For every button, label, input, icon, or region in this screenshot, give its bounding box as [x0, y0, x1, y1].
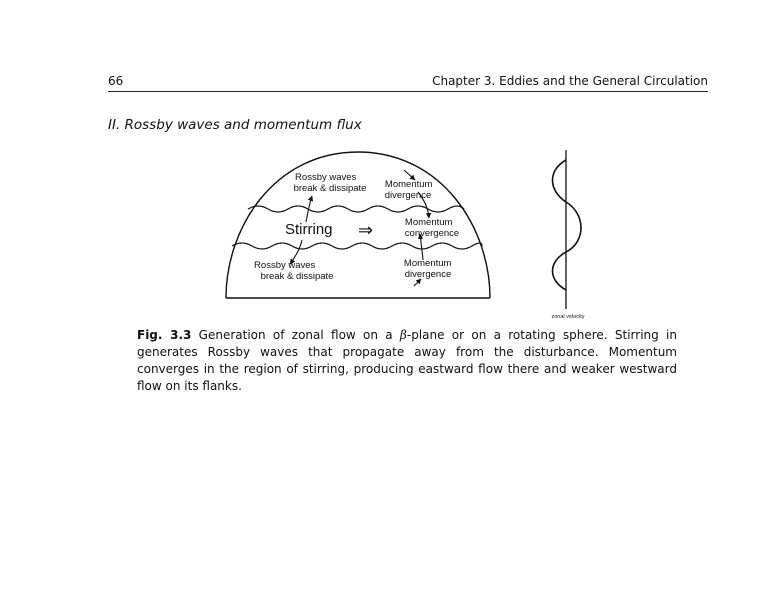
label-waves-break-top: Rossby waves break & dissipate	[293, 172, 367, 194]
label-stirring: Stirring	[285, 221, 333, 238]
label-waves-break-bottom: Rossby waves break & dissipate	[254, 260, 334, 282]
caption-beta: β	[399, 328, 407, 342]
page-number: 66	[108, 74, 124, 88]
label-zonal-velocity: zonal velocity	[551, 314, 585, 320]
caption-label: Fig. 3.3	[137, 328, 192, 342]
label-momentum-divergence-top: Momentum divergence	[384, 179, 433, 201]
caption-text-2: -plane or on a rotating sphere. Stirring in generates Rossby waves that propagate away from the disturbance. Momentum converges in the region of stirring, producing eastward flow there and weaker westward flow on its flanks.	[137, 328, 677, 393]
running-title: Chapter 3. Eddies and the General Circulation	[432, 74, 708, 88]
label-momentum-divergence-bottom: Momentum divergence	[403, 258, 452, 280]
velocity-profile-curve	[553, 160, 582, 290]
upper-wavy-line	[248, 206, 464, 212]
caption-text-1: Generation of zonal flow on a	[191, 328, 400, 342]
arrow-bottom-right	[414, 279, 421, 286]
section-title: II. Rossby waves and momentum flux	[108, 117, 362, 133]
label-momentum-convergence: Momentum convergence	[404, 217, 460, 239]
label-stirring-arrow: ⇒	[358, 220, 374, 240]
lower-wavy-line	[232, 243, 482, 249]
figure-caption	[137, 327, 677, 395]
